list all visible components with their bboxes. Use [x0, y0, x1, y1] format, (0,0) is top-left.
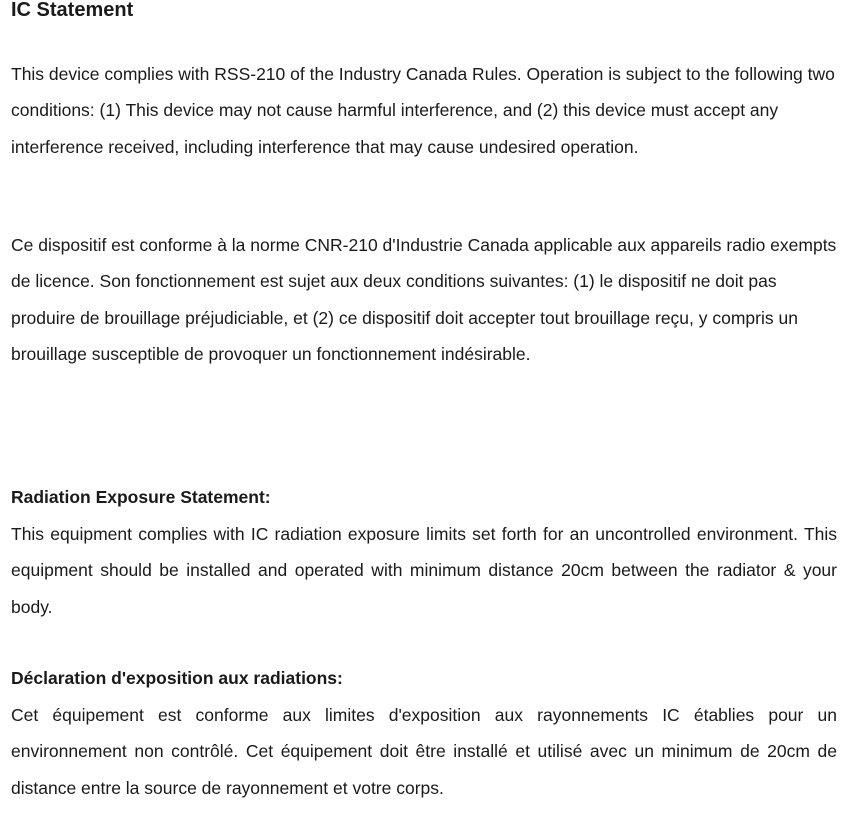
- radiation-body-french: Cet équipement est conforme aux limites d'exposition aux rayonnements IC établies pour un environnement non contrôlé. Cet équipement doit être installé et utilisé avec un minimum de 20cm de distance entre la source de rayonnement et votre corps.: [11, 705, 837, 798]
- ic-statement-english: This device complies with RSS-210 of the Industry Canada Rules. Operation is subject to the following two conditions: (1) This device may not cause harmful interference, and (2) this device must accept any interference received, including interference that may cause undesired operation.: [11, 64, 835, 157]
- ic-statement-french: Ce dispositif est conforme à la norme CNR-210 d'Industrie Canada applicable aux appareils radio exempts de licence. Son fonctionnement est sujet aux deux conditions suivantes: (1) le dispositif ne doit pas produire de brouillage préjudiciable, et (2) ce dispositif doit accepter tout brouillage reçu, y compris un brouillage susceptible de provoquer un fonctionnement indésirable.: [11, 235, 837, 364]
- radiation-body-english: This equipment complies with IC radiation exposure limits set forth for an uncontrolled environment. This equipment should be installed and operated with minimum distance 20cm between the radiator & your body.: [11, 524, 837, 617]
- page-title: IC Statement: [11, 0, 134, 21]
- radiation-heading-french: Déclaration d'exposition aux radiations:: [11, 668, 343, 688]
- radiation-heading-english: Radiation Exposure Statement:: [11, 487, 271, 507]
